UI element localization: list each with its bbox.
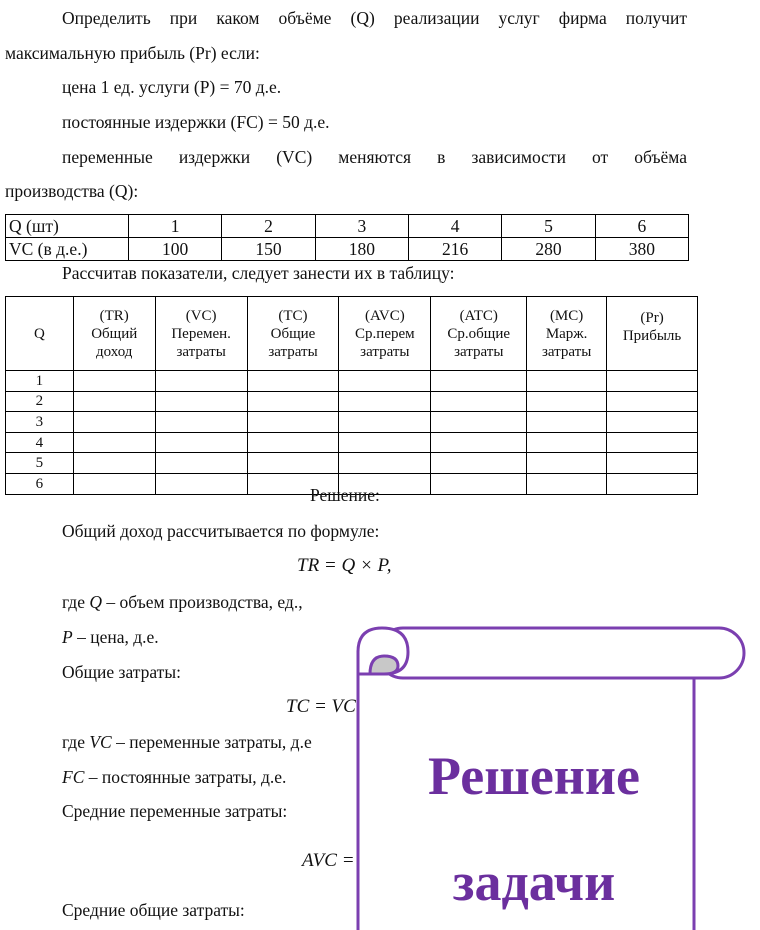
table-cell: 2: [222, 215, 315, 238]
atc-intro: Средние общие затраты:: [62, 900, 245, 920]
header-vc: (VC) Перемен. затраты: [155, 297, 247, 371]
table-row: [6, 453, 698, 474]
tc-formula: TC = VC: [286, 696, 356, 717]
given-data-table: [5, 214, 689, 261]
row-label: Q (шт): [6, 215, 129, 238]
table-cell: 100: [129, 238, 222, 261]
header-mc: (MC) Марж. затраты: [527, 297, 607, 371]
tc-intro: Общие затраты:: [62, 662, 181, 682]
table-cell: 6: [595, 215, 688, 238]
q-cell: 5: [6, 453, 74, 474]
table-cell: 5: [502, 215, 595, 238]
table-cell: 180: [315, 238, 408, 261]
row-label: VC (в д.е.): [6, 238, 129, 261]
table-cell: 216: [408, 238, 501, 261]
table-cell: 4: [408, 215, 501, 238]
fixed-costs-given: постоянные издержки (FC) = 50 д.е.: [62, 112, 330, 132]
table-row: [6, 215, 689, 238]
tr-formula: TR = Q × P,: [297, 555, 392, 576]
table-cell: 380: [595, 238, 688, 261]
where-p: P – цена, д.е.: [62, 627, 159, 647]
variable-costs-line-1: переменные издержки (VC) меняются в зависимости от объёма: [62, 147, 687, 167]
header-pr: (Pr) Прибыль: [607, 297, 698, 371]
where-vc: где VC – переменные затраты, д.е: [62, 732, 312, 752]
where-q: где Q – объем производства, ед.,: [62, 592, 303, 612]
table-row: [6, 412, 698, 433]
tr-intro: Общий доход рассчитывается по формуле:: [62, 521, 380, 541]
problem-line-2: максимальную прибыль (Pr) если:: [5, 43, 260, 63]
solution-heading: Решение:: [310, 485, 380, 505]
table-header-row: [6, 297, 698, 371]
table-cell: 1: [129, 215, 222, 238]
q-cell: 1: [6, 371, 74, 392]
header-q: Q: [6, 297, 74, 371]
problem-line-1: Определить при каком объёме (Q) реализации услуг фирма получит: [62, 8, 687, 28]
header-atc: (ATC) Ср.общие затраты: [431, 297, 527, 371]
instruction-text: Рассчитав показатели, следует занести их в таблицу:: [62, 263, 455, 283]
q-cell: 4: [6, 432, 74, 453]
variable-costs-line-2: производства (Q):: [5, 181, 139, 201]
table-row: [6, 391, 698, 412]
header-avc: (AVC) Ср.перем затраты: [339, 297, 431, 371]
q-cell: 6: [6, 473, 74, 494]
header-tc: (TC) Общие затраты: [247, 297, 339, 371]
q-cell: 2: [6, 391, 74, 412]
q-cell: 3: [6, 412, 74, 433]
table-row: [6, 432, 698, 453]
where-fc: FC – постоянные затраты, д.е.: [62, 767, 287, 787]
avc-intro: Средние переменные затраты:: [62, 801, 288, 821]
results-table: [5, 296, 698, 495]
table-cell: 3: [315, 215, 408, 238]
avc-formula: AVC =: [302, 850, 355, 871]
price-given: цена 1 ед. услуги (P) = 70 д.е.: [62, 77, 282, 97]
scroll-title-line-2: задачи: [452, 852, 616, 912]
header-tr: (TR) Общий доход: [73, 297, 155, 371]
table-row: [6, 371, 698, 392]
table-cell: 150: [222, 238, 315, 261]
solution-scroll-banner: [350, 622, 752, 930]
scroll-title-line-1: Решение: [428, 746, 640, 806]
table-row: [6, 238, 689, 261]
table-cell: 280: [502, 238, 595, 261]
